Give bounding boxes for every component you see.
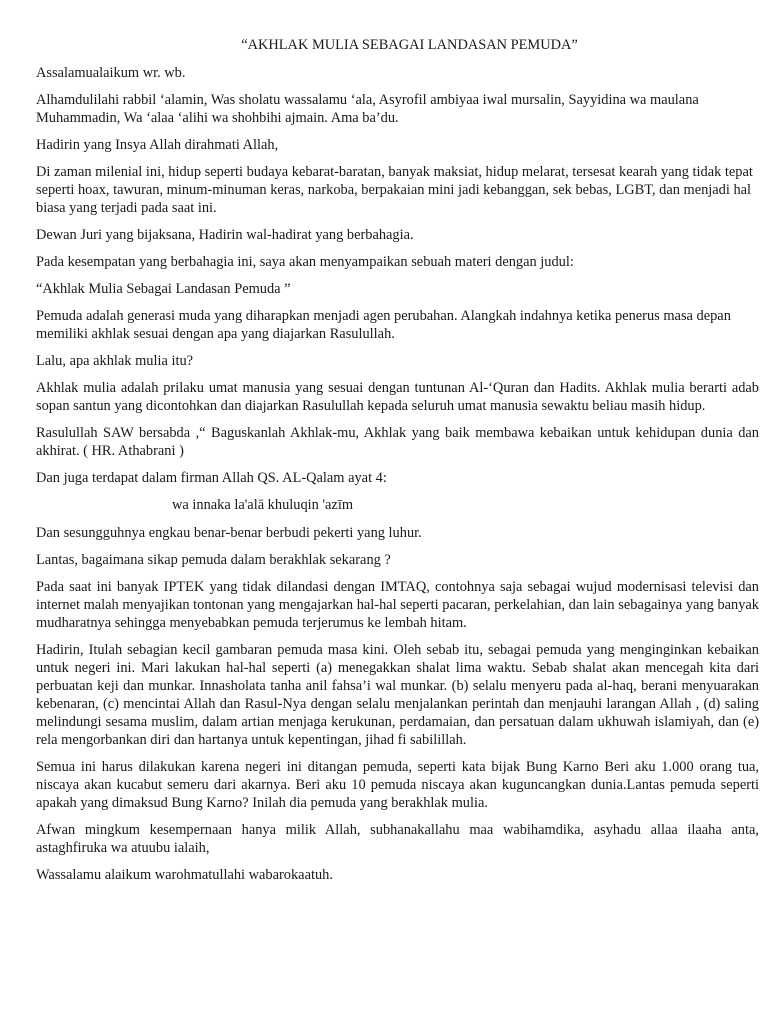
verse-translation: Dan sesungguhnya engkau benar-benar berbudi pekerti yang luhur. <box>36 525 422 541</box>
greeting-opening: Assalamualaikum wr. wb. <box>36 65 186 81</box>
youth-attitude-question: Lantas, bagaimana sikap pemuda dalam berakhlak sekarang ? <box>36 552 391 568</box>
call-to-action-paragraph: Hadirin, Itulah sebagian kecil gambaran pemuda masa kini. Oleh sebab itu, sebagai pemuda yang menginginkan kebaikan untuk negeri ini. Mari lakukan hal-hal seperti (a) menegakkan shalat lima waktu. Sebab shalat akan mencegah kita dari perbuatan keji dan munkar. Innasholata tanha anil fahsa’i wal munkar. (b) selalu menyeru pada al-haq, berani menyuarakan kebenaran, (c) mencintai Allah dan Rasul-Nya dengan selalu menjalankan perintah dan menjauhi larangan Allah , (d) saling melindungi sesama muslim, dalam artian menjaga kerukunan, perdamaian, dan persatuan dalam ukhuwah islamiyah, dan (e) rela mengorbankan diri dan hartanya untuk kepentingan, jihad fi sabilillah. <box>36 642 759 748</box>
document-title: “AKHLAK MULIA SEBAGAI LANDASAN PEMUDA” <box>241 37 578 53</box>
closing-prayer-paragraph: Afwan mingkum kesempernaan hanya milik Allah, subhanakallahu maa wabihamdika, asyhadu allaa ilaaha anta, astaghfiruka wa atuubu ialaih, <box>36 822 759 856</box>
quran-reference-paragraph: Dan juga terdapat dalam firman Allah QS. AL-Qalam ayat 4: <box>36 470 387 486</box>
quran-verse: wa innaka la'alā khuluqin 'azīm <box>172 497 354 513</box>
iptek-imtaq-paragraph: Pada saat ini banyak IPTEK yang tidak dilandasi dengan IMTAQ, contohnya saja sebagai wujud modernisasi televisi dan internet malah menyajikan tontonan yang mengajarkan hal-hal seperti pacaran, perkelahian, dan lain sebagainya yang banyak mudharatnya sehingga menyebabkan pemuda terjerumus ke lembah hitam. <box>36 579 759 631</box>
jury-address: Dewan Juri yang bijaksana, Hadirin wal-hadirat yang berbahagia. <box>36 227 414 243</box>
youth-definition-paragraph: Pemuda adalah generasi muda yang diharapkan menjadi agen perubahan. Alangkah indahnya ketika penerus masa depan memiliki akhlak sesuai dengan apa yang diajarkan Rasulullah. <box>36 308 731 342</box>
topic-title-quote: “Akhlak Mulia Sebagai Landasan Pemuda ” <box>36 281 291 297</box>
question-paragraph: Lalu, apa akhlak mulia itu? <box>36 353 194 369</box>
akhlak-definition-paragraph: Akhlak mulia adalah prilaku umat manusia yang sesuai dengan tuntunan Al-‘Quran dan Hadits. Akhlak mulia berarti adab sopan santun yang dicontohkan dan diajarkan Rasulullah kepada seluruh umat manusia sewaktu beliau masih hidup. <box>36 380 759 414</box>
topic-intro-paragraph: Pada kesempatan yang berbahagia ini, saya akan menyampaikan sebuah materi dengan judul: <box>36 254 574 270</box>
greeting-closing: Wassalamu alaikum warohmatullahi wabarokaatuh. <box>36 867 333 883</box>
opening-praise-paragraph: Alhamdulilahi rabbil ‘alamin, Was sholatu wassalamu ‘ala, Asyrofil ambiyaa iwal mursalin, Sayyidina wa maulana Muhammadin, Wa ‘alaa ‘alihi wa shohbihi ajmain. Ama ba’du. <box>36 92 699 126</box>
bung-karno-paragraph: Semua ini harus dilakukan karena negeri ini ditangan pemuda, seperti kata bijak Bung Karno Beri aku 1.000 orang tua, niscaya akan kucabut semeru dari akarnya. Beri aku 10 pemuda niscaya akan kuguncangkan dunia.Lantas pemuda seperti apakah yang dimaksud Bung Karno? Inilah dia pemuda yang berakhlak mulia. <box>36 759 759 811</box>
millennial-era-paragraph: Di zaman milenial ini, hidup seperti budaya kebarat-baratan, banyak maksiat, hidup melarat, tersesat kearah yang tidak tepat seperti hoax, tawuran, minum-minuman keras, narkoba, berpakaian mini jadi kebanggan, sek bebas, LGBT, dan menjadi hal biasa yang terjadi pada saat ini. <box>36 164 753 216</box>
hadith-paragraph: Rasulullah SAW bersabda ,“ Baguskanlah Akhlak-mu, Akhlak yang baik membawa kebaikan untuk kehidupan dunia dan akhirat. ( HR. Athabrani ) <box>36 425 759 459</box>
audience-address: Hadirin yang Insya Allah dirahmati Allah, <box>36 137 279 153</box>
